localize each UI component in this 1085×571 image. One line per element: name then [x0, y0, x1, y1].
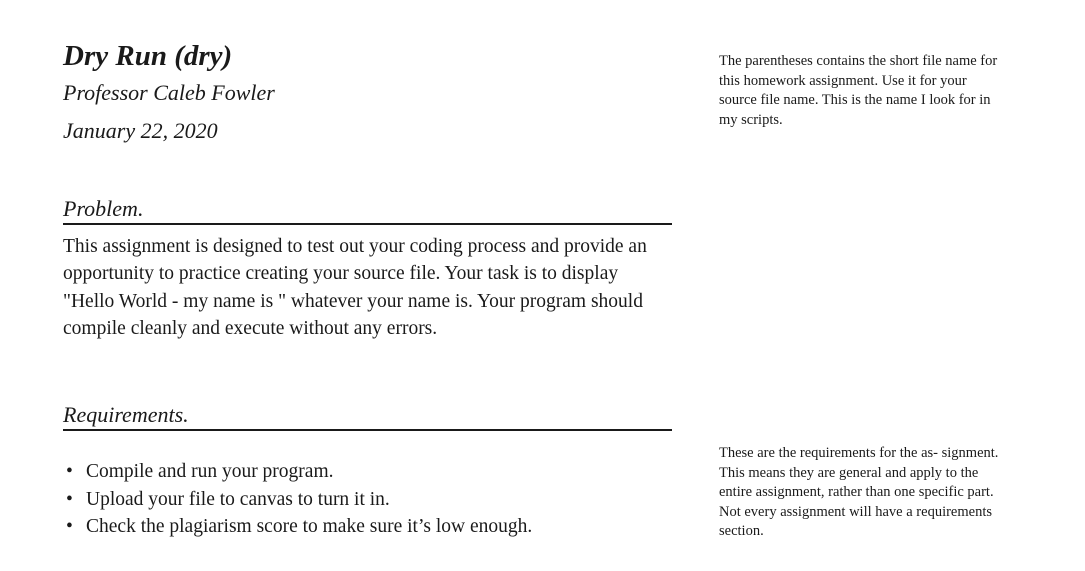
bullet-icon: • — [66, 516, 73, 537]
problem-heading: Problem. — [63, 196, 672, 225]
margin-note-file-name: The parentheses contains the short file name for this homework assignment. Use it for your source file name. This is the name I look for in my scripts. — [719, 53, 998, 128]
requirements-heading: Requirements. — [63, 402, 672, 431]
bullet-icon: • — [66, 461, 73, 482]
problem-body: This assignment is designed to test out your coding process and provide an opportunity to practice creating your source file. Your task is to display "Hello World - my name is " whatever your name is. Your program should compile cleanly and execute without any errors. — [63, 236, 647, 339]
list-item — [63, 458, 672, 486]
list-item — [63, 513, 672, 541]
list-item — [63, 486, 672, 514]
requirements-list — [63, 458, 672, 541]
author-name: Professor Caleb Fowler — [63, 80, 275, 105]
assignment-title: Dry Run (dry) — [63, 40, 233, 72]
requirement-text: Check the plagiarism score to make sure it’s low enough. — [86, 516, 533, 537]
assignment-date: January 22, 2020 — [63, 118, 218, 143]
title-block — [63, 38, 275, 144]
bullet-icon: • — [66, 488, 73, 510]
margin-note-requirements: These are the requirements for the as- signment. This means they are general and apply to the entire assignment, rather than one specific part. Not every assignment will have a requirements section. — [719, 445, 999, 539]
requirement-text: Upload your file to canvas to turn it in. — [86, 488, 390, 510]
requirement-text: Compile and run your program. — [86, 461, 334, 482]
